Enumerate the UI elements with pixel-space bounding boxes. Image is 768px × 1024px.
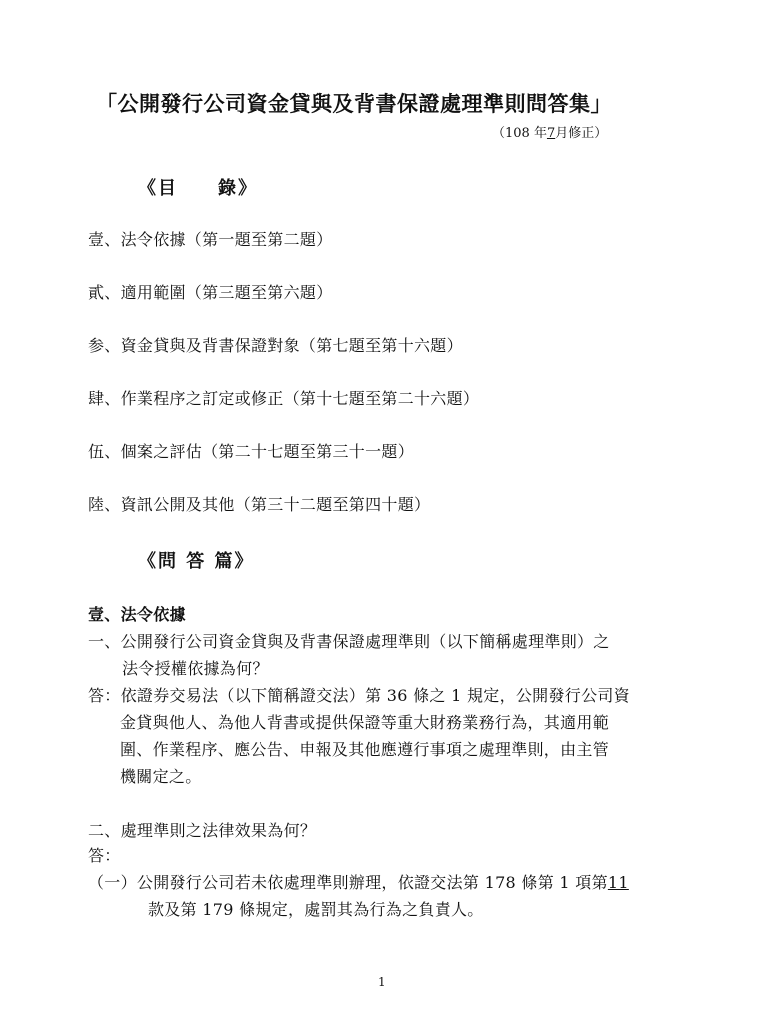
- answer-1-line-2: 金貸與他人、為他人背書或提供保證等重大財務業務行為，其適用範: [120, 713, 610, 732]
- answer-1-line-1: 答：依證券交易法（以下簡稱證交法）第 36 條之 1 規定，公開發行公司資: [88, 686, 630, 705]
- toc-item: 壹、法令依據（第一題至第二題）: [88, 230, 333, 249]
- toc-item: 伍、個案之評估（第二十七題至第三十一題）: [88, 442, 415, 461]
- question-1-line-2: 法令授權依據為何？: [122, 659, 269, 678]
- revision-close: 月修正）: [555, 126, 608, 141]
- answer-2-item-1-text: （一）公開發行公司若未依處理準則辦理，依證交法第 178 條第 1 項第: [88, 873, 608, 892]
- page-number: 1: [378, 975, 386, 989]
- section-title: 壹、法令依據: [88, 605, 186, 624]
- toc-item: 陸、資訊公開及其他（第三十二題至第四十題）: [88, 495, 431, 514]
- question-2: 二、處理準則之法律效果為何？: [88, 821, 317, 840]
- answer-2-item-1-line-1: [88, 870, 629, 893]
- answer-2-item-1-number: 11: [607, 873, 629, 892]
- toc-item: 参、資金貸與及背書保證對象（第七題至第十六題）: [88, 336, 463, 355]
- answer-2-label: 答：: [88, 846, 121, 865]
- qa-heading: 《問 答 篇》: [138, 551, 255, 572]
- toc-item: 貳、適用範圍（第三題至第六題）: [88, 283, 333, 302]
- question-1-line-1: 一、公開發行公司資金貸與及背書保證處理準則（以下簡稱處理準則）之: [88, 632, 610, 651]
- answer-1-line-3: 圍、作業程序、應公告、申報及其他應遵行事項之處理準則，由主管: [120, 740, 610, 759]
- revision-note: [492, 122, 607, 141]
- toc-item: 肆、作業程序之訂定或修正（第十七題至第二十六題）: [88, 389, 480, 408]
- revision-open: （108 年: [492, 126, 547, 141]
- revision-month: 7: [546, 126, 556, 141]
- answer-1-line-4: 機關定之。: [120, 767, 202, 786]
- toc-heading: 《目 錄》: [138, 178, 258, 199]
- answer-2-item-1-line-2: 款及第 179 條規定，處罰其為行為之負責人。: [148, 900, 484, 919]
- document-title: 「公開發行公司資金貸與及背書保證處理準則問答集」: [96, 91, 612, 116]
